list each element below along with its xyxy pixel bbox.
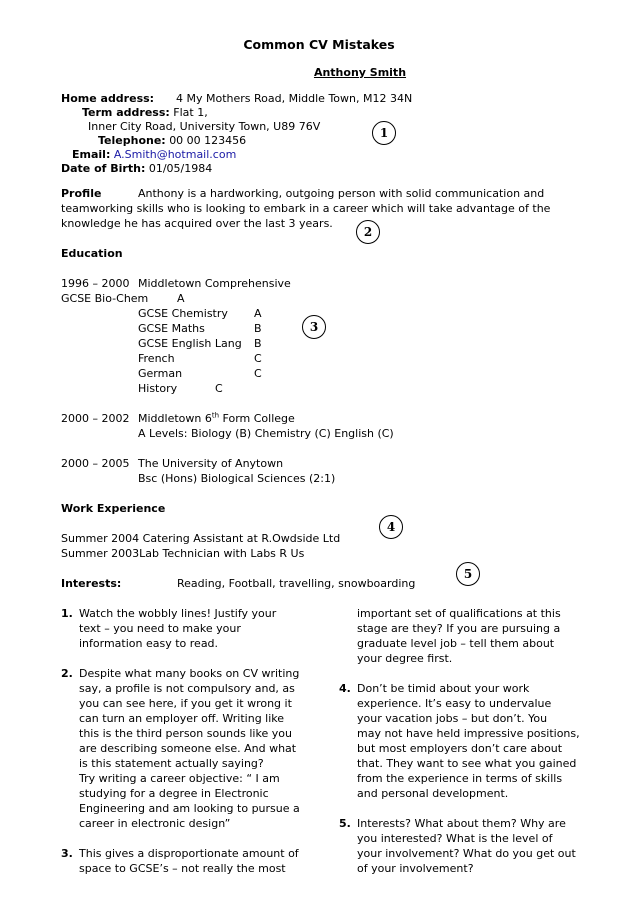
gcse-subject: GCSE English Lang [138,337,242,350]
interests-label: Interests: [61,577,122,590]
marker-4: 4 [379,515,403,539]
tip-line: space to GCSE’s – not really the most [79,862,286,875]
term-address-line1: Flat 1, [173,106,208,119]
tip-line: graduate level job – tell them about [357,637,555,650]
work-item: Summer 2003Lab Technician with Labs R Us [61,547,305,560]
email-label: Email: [72,148,111,161]
college-detail: A Levels: Biology (B) Chemistry (C) English (C) [138,427,394,440]
profile-label: Profile [61,187,102,200]
marker-3: 3 [302,315,326,339]
gcse-grade: B [254,337,262,350]
email-link[interactable]: A.Smith@hotmail.com [113,148,237,161]
tip-line: of your involvement? [357,862,474,875]
tip-line: but most employers don’t care about [357,742,563,755]
gcse-grade: C [215,382,223,395]
tip-number: 2. [61,667,73,680]
university-dates: 2000 – 2005 [61,457,130,470]
telephone-row [98,133,246,148]
tip-line: information easy to read. [79,637,219,650]
gcse-subject: French [138,352,175,365]
tip-2 [61,666,311,831]
profile-line-3: knowledge he has acquired over the last 3 years. [61,217,333,230]
tip-line: Engineering and am looking to pursue a [79,802,300,815]
college-name-superscript: th [211,411,220,420]
home-address-value: 4 My Mothers Road, Middle Town, M12 34N [176,92,413,105]
university-name: The University of Anytown [138,457,284,470]
work-heading: Work Experience [61,502,166,515]
tip-line: important set of qualifications at this [357,607,561,620]
page-title: Common CV Mistakes [243,37,395,52]
school-name: Middletown Comprehensive [138,277,291,290]
tip-line: you can see here, if you get it wrong it [79,697,292,710]
work-item: Summer 2004 Catering Assistant at R.Owdside Ltd [61,532,341,545]
tip-number: 5. [339,817,351,830]
gcse-grade: A [177,292,185,305]
tip-line: Despite what many books on CV writing [79,667,300,680]
tip-line: are describing someone else. And what [79,742,297,755]
tip-number: 4. [339,682,351,695]
education-heading: Education [61,247,123,260]
tip-line: Try writing a career objective: “ I am [79,772,280,785]
tip-line: studying for a degree in Electronic [79,787,269,800]
tip-line: you interested? What is the level of [357,832,553,845]
college-dates: 2000 – 2002 [61,412,130,425]
tip-number: 1. [61,607,73,620]
gcse-subject: GCSE Chemistry [138,307,228,320]
gcse-subject: History [138,382,178,395]
marker-5: 5 [456,562,480,586]
tip-line: your involvement? What do you get out [357,847,576,860]
gcse-subject: GCSE Bio-Chem [61,292,149,305]
tip-line: stage are they? If you are pursuing a [357,622,561,635]
gcse-subject: GCSE Maths [138,322,205,335]
university-detail: Bsc (Hons) Biological Sciences (2:1) [138,472,336,485]
tip-line: say, a profile is not compulsory and, as [79,682,295,695]
interests-value: Reading, Football, travelling, snowboarding [177,577,416,590]
telephone-label: Telephone: [98,134,166,147]
home-address-label: Home address: [61,92,155,105]
tip-5 [339,816,589,876]
gcse-grade: A [254,307,262,320]
dob-row [61,161,212,176]
candidate-name [0,65,638,80]
gcse-grade: C [254,352,262,365]
tip-line: Watch the wobbly lines! Justify your [79,607,277,620]
tip-line: can turn an employer off. Writing like [79,712,285,725]
term-address-row [82,105,208,120]
tip-line: Interests? What about them? Why are [357,817,566,830]
college-name [138,411,295,426]
tip-line: career in electronic design” [79,817,231,830]
marker-1: 1 [372,121,396,145]
school-dates: 1996 – 2000 [61,277,130,290]
college-name-start: Middletown 6 [138,412,212,425]
dob-label: Date of Birth: [61,162,146,175]
tip-line: is this statement actually saying? [79,757,264,770]
gcse-grade: C [254,367,262,380]
tip-line: Don’t be timid about your work [357,682,530,695]
tips-right-column [339,606,589,876]
tip-1 [61,606,311,651]
profile-line-2: teamworking skills who is looking to embark in a career which will take advantage of the [61,202,551,215]
tip-3-continued [339,606,589,666]
dob-value: 01/05/1984 [148,162,213,175]
term-address-label: Term address: [82,106,170,119]
tip-number: 3. [61,847,73,860]
tips-left-column [61,606,311,876]
tip-line: your vacation jobs – but don’t. You [357,712,548,725]
profile-line-1: Anthony is a hardworking, outgoing person with solid communication and [138,187,545,200]
gcse-subject: German [138,367,183,380]
tip-line: from the experience in terms of skills [357,772,563,785]
tip-line: experience. It’s easy to undervalue [357,697,552,710]
home-address-row [61,91,154,106]
tip-line: this is the third person sounds like you [79,727,292,740]
tip-line: that. They want to see what you gained [357,757,577,770]
tip-line: your degree first. [357,652,453,665]
tip-3 [61,846,311,876]
telephone-value: 00 00 123456 [169,134,247,147]
candidate-name-text: Anthony Smith [313,66,407,79]
tip-line: may not have held impressive positions, [357,727,580,740]
tip-line: This gives a disproportionate amount of [79,847,299,860]
email-row [72,147,236,162]
college-name-end: Form College [219,412,295,425]
gcse-grade: B [254,322,262,335]
marker-2: 2 [356,220,380,244]
tip-line: and personal development. [357,787,509,800]
tip-4 [339,681,589,801]
term-address-line2: Inner City Road, University Town, U89 76V [88,120,321,133]
tip-line: text – you need to make your [79,622,241,635]
